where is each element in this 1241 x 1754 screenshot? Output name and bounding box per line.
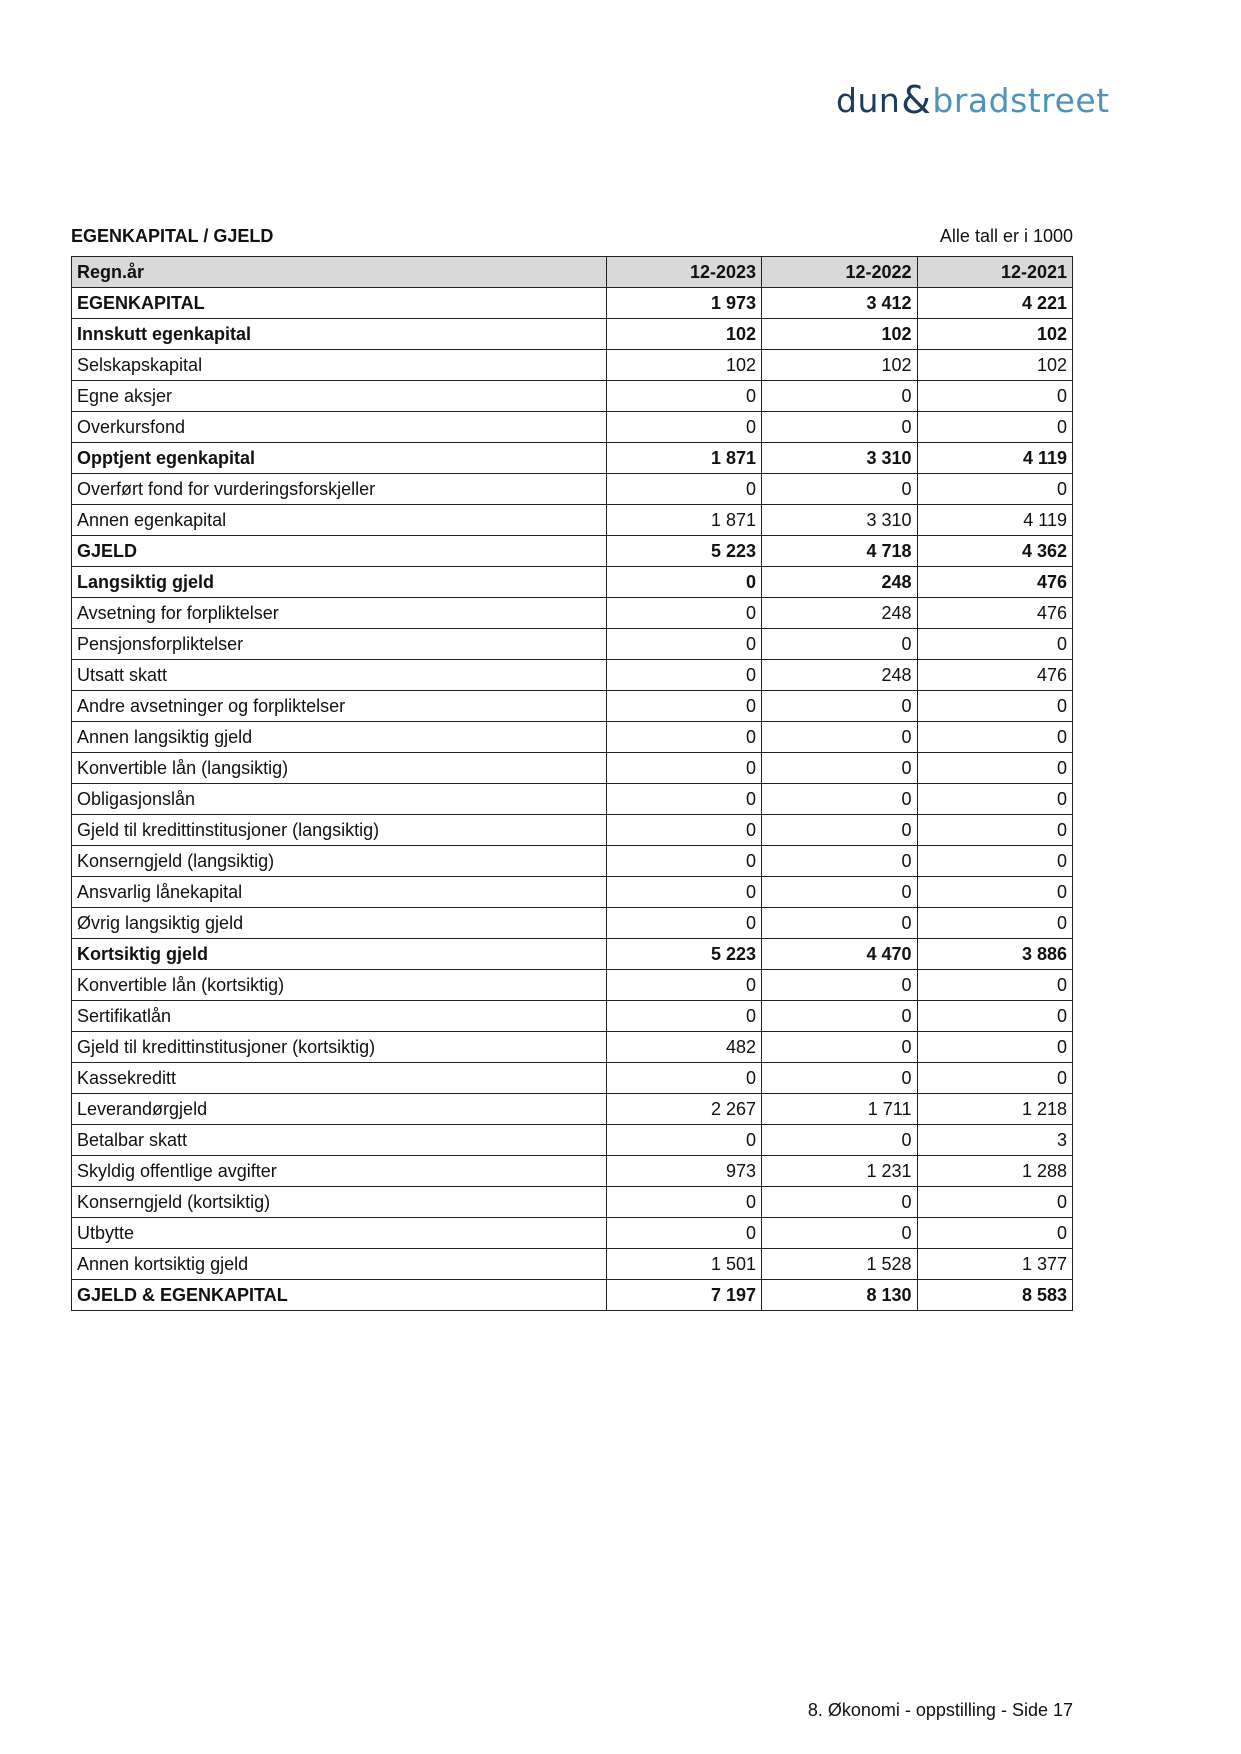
table-row [72, 1218, 1073, 1249]
row-value: 0 [762, 753, 917, 784]
table-row [72, 1032, 1073, 1063]
row-label: Konserngjeld (kortsiktig) [72, 1187, 607, 1218]
row-label: Avsetning for forpliktelser [72, 598, 607, 629]
row-label: Kortsiktig gjeld [72, 939, 607, 970]
row-value: 102 [762, 319, 917, 350]
logo-text-dun: dun [836, 80, 901, 120]
table-row [72, 1063, 1073, 1094]
table-row [72, 1249, 1073, 1280]
row-value: 1 501 [606, 1249, 761, 1280]
row-value: 0 [606, 1001, 761, 1032]
row-label: Skyldig offentlige avgifter [72, 1156, 607, 1187]
row-value: 482 [606, 1032, 761, 1063]
row-value: 0 [762, 474, 917, 505]
row-label: GJELD [72, 536, 607, 567]
row-value: 0 [606, 1187, 761, 1218]
page-footer: 8. Økonomi - oppstilling - Side 17 [807, 1700, 1073, 1720]
row-label: Andre avsetninger og forpliktelser [72, 691, 607, 722]
row-label: Sertifikatlån [72, 1001, 607, 1032]
row-value: 0 [606, 722, 761, 753]
row-label: Konserngjeld (langsiktig) [72, 846, 607, 877]
row-value: 4 221 [917, 288, 1073, 319]
row-value: 0 [606, 1063, 761, 1094]
row-value: 0 [917, 1032, 1073, 1063]
row-value: 0 [917, 908, 1073, 939]
row-value: 0 [917, 1187, 1073, 1218]
row-value: 4 718 [762, 536, 917, 567]
row-label: Leverandørgjeld [72, 1094, 607, 1125]
table-body [72, 288, 1073, 1311]
row-label: Kassekreditt [72, 1063, 607, 1094]
row-label: Obligasjonslån [72, 784, 607, 815]
row-value: 0 [917, 412, 1073, 443]
row-value: 0 [606, 970, 761, 1001]
balance-sheet-table [71, 256, 1073, 1311]
table-row [72, 319, 1073, 350]
table-row [72, 381, 1073, 412]
table-row [72, 629, 1073, 660]
row-label: Utsatt skatt [72, 660, 607, 691]
row-value: 0 [606, 381, 761, 412]
column-header-year: 12-2023 [606, 257, 761, 288]
row-label: Overkursfond [72, 412, 607, 443]
units-note: Alle tall er i 1000 [939, 226, 1073, 246]
table-row [72, 784, 1073, 815]
row-value: 1 973 [606, 288, 761, 319]
row-label: Selskapskapital [72, 350, 607, 381]
row-value: 102 [917, 319, 1073, 350]
row-value: 0 [762, 1218, 917, 1249]
table-row [72, 505, 1073, 536]
row-value: 0 [762, 815, 917, 846]
row-value: 4 470 [762, 939, 917, 970]
column-header-label: Regn.år [72, 257, 607, 288]
row-value: 8 130 [762, 1280, 917, 1311]
row-value: 0 [762, 1125, 917, 1156]
row-value: 7 197 [606, 1280, 761, 1311]
row-value: 102 [606, 350, 761, 381]
column-header-year: 12-2021 [917, 257, 1073, 288]
row-value: 973 [606, 1156, 761, 1187]
row-value: 0 [762, 381, 917, 412]
row-value: 5 223 [606, 939, 761, 970]
row-label: Opptjent egenkapital [72, 443, 607, 474]
table-row [72, 412, 1073, 443]
row-value: 476 [917, 567, 1073, 598]
row-value: 0 [762, 722, 917, 753]
row-value: 0 [917, 877, 1073, 908]
table-row [72, 660, 1073, 691]
row-value: 0 [762, 691, 917, 722]
row-label: Annen kortsiktig gjeld [72, 1249, 607, 1280]
table-row [72, 536, 1073, 567]
row-value: 0 [917, 1218, 1073, 1249]
row-value: 0 [762, 1063, 917, 1094]
row-label: Betalbar skatt [72, 1125, 607, 1156]
row-label: Pensjonsforpliktelser [72, 629, 607, 660]
row-value: 0 [606, 412, 761, 443]
row-value: 0 [606, 1125, 761, 1156]
row-label: Egne aksjer [72, 381, 607, 412]
row-label: Konvertible lån (kortsiktig) [72, 970, 607, 1001]
row-value: 476 [917, 598, 1073, 629]
table-row [72, 753, 1073, 784]
row-value: 3 412 [762, 288, 917, 319]
table-row [72, 846, 1073, 877]
row-value: 0 [762, 877, 917, 908]
table-row [72, 1001, 1073, 1032]
table-row [72, 567, 1073, 598]
row-value: 0 [762, 846, 917, 877]
row-value: 3 [917, 1125, 1073, 1156]
row-value: 0 [606, 753, 761, 784]
table-row [72, 1156, 1073, 1187]
row-value: 248 [762, 598, 917, 629]
row-value: 102 [606, 319, 761, 350]
row-value: 1 377 [917, 1249, 1073, 1280]
row-value: 248 [762, 660, 917, 691]
table-row [72, 1280, 1073, 1311]
section-title: EGENKAPITAL / GJELD [71, 226, 274, 246]
row-value: 0 [917, 1063, 1073, 1094]
row-label: Overført fond for vurderingsforskjeller [72, 474, 607, 505]
row-value: 0 [606, 877, 761, 908]
row-value: 4 119 [917, 443, 1073, 474]
row-value: 1 218 [917, 1094, 1073, 1125]
row-value: 8 583 [917, 1280, 1073, 1311]
row-value: 0 [917, 629, 1073, 660]
row-value: 0 [762, 784, 917, 815]
row-value: 0 [606, 598, 761, 629]
row-value: 1 711 [762, 1094, 917, 1125]
row-value: 0 [917, 815, 1073, 846]
row-label: EGENKAPITAL [72, 288, 607, 319]
row-label: Annen langsiktig gjeld [72, 722, 607, 753]
row-value: 476 [917, 660, 1073, 691]
row-value: 248 [762, 567, 917, 598]
row-label: Annen egenkapital [72, 505, 607, 536]
row-value: 0 [606, 691, 761, 722]
table-row [72, 877, 1073, 908]
row-value: 4 362 [917, 536, 1073, 567]
row-value: 0 [917, 846, 1073, 877]
row-value: 4 119 [917, 505, 1073, 536]
row-value: 3 310 [762, 443, 917, 474]
row-value: 0 [606, 660, 761, 691]
row-value: 1 528 [762, 1249, 917, 1280]
row-value: 0 [606, 629, 761, 660]
table-row [72, 970, 1073, 1001]
row-label: Konvertible lån (langsiktig) [72, 753, 607, 784]
row-value: 3 886 [917, 939, 1073, 970]
table-row [72, 443, 1073, 474]
row-label: Gjeld til kredittinstitusjoner (langsiktig) [72, 815, 607, 846]
row-value: 1 288 [917, 1156, 1073, 1187]
table-row [72, 288, 1073, 319]
row-value: 0 [762, 908, 917, 939]
row-label: Langsiktig gjeld [72, 567, 607, 598]
row-value: 0 [606, 567, 761, 598]
row-value: 0 [917, 722, 1073, 753]
row-value: 0 [917, 1001, 1073, 1032]
row-label: GJELD & EGENKAPITAL [72, 1280, 607, 1311]
row-value: 1 871 [606, 443, 761, 474]
row-value: 0 [917, 474, 1073, 505]
table-row [72, 939, 1073, 970]
row-label: Utbytte [72, 1218, 607, 1249]
table-row [72, 1187, 1073, 1218]
row-value: 2 267 [606, 1094, 761, 1125]
row-value: 0 [762, 412, 917, 443]
column-header-year: 12-2022 [762, 257, 917, 288]
table-row [72, 1125, 1073, 1156]
row-value: 0 [762, 970, 917, 1001]
row-label: Innskutt egenkapital [72, 319, 607, 350]
row-label: Gjeld til kredittinstitusjoner (kortsiktig) [72, 1032, 607, 1063]
row-value: 3 310 [762, 505, 917, 536]
row-value: 102 [917, 350, 1073, 381]
row-value: 0 [762, 629, 917, 660]
row-value: 1 231 [762, 1156, 917, 1187]
table-row [72, 908, 1073, 939]
row-value: 0 [917, 381, 1073, 412]
row-value: 0 [606, 908, 761, 939]
dun-bradstreet-logo [836, 78, 1110, 122]
row-value: 0 [917, 970, 1073, 1001]
table-row [72, 691, 1073, 722]
logo-ampersand: & [901, 78, 932, 122]
row-value: 5 223 [606, 536, 761, 567]
row-value: 1 871 [606, 505, 761, 536]
row-value: 0 [606, 784, 761, 815]
table-row [72, 815, 1073, 846]
table-row [72, 350, 1073, 381]
row-value: 0 [762, 1032, 917, 1063]
row-value: 0 [606, 846, 761, 877]
row-value: 0 [917, 784, 1073, 815]
row-value: 0 [917, 753, 1073, 784]
logo-text-bradstreet: bradstreet [932, 80, 1110, 120]
row-value: 0 [606, 474, 761, 505]
row-value: 0 [606, 815, 761, 846]
table-row [72, 598, 1073, 629]
row-value: 0 [762, 1001, 917, 1032]
table-header-row [72, 257, 1073, 288]
row-label: Ansvarlig lånekapital [72, 877, 607, 908]
table-row [72, 474, 1073, 505]
row-value: 0 [917, 691, 1073, 722]
row-label: Øvrig langsiktig gjeld [72, 908, 607, 939]
row-value: 0 [606, 1218, 761, 1249]
row-value: 0 [762, 1187, 917, 1218]
table-row [72, 722, 1073, 753]
row-value: 102 [762, 350, 917, 381]
table-row [72, 1094, 1073, 1125]
